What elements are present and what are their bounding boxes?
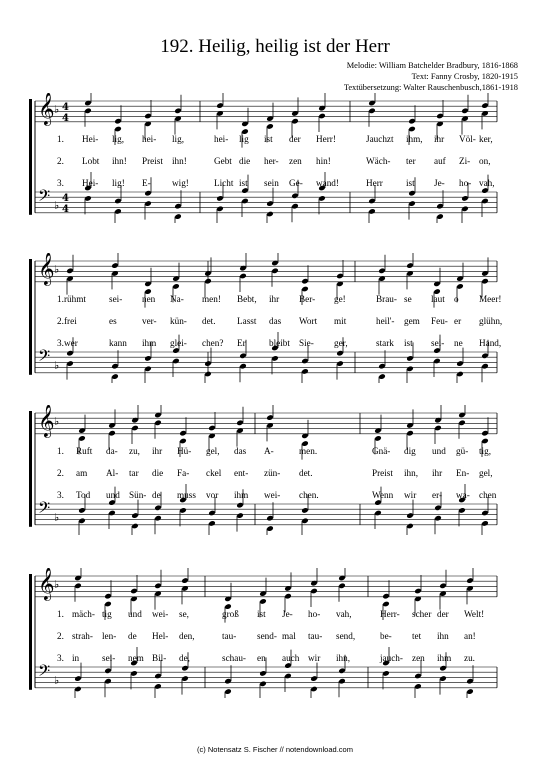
lyric-syllable: und: [432, 446, 446, 456]
lyric-syllable: Wort: [299, 316, 318, 326]
lyric-syllable: wir: [404, 490, 417, 500]
lyric-syllable: mäch-: [72, 609, 95, 619]
lyric-syllable: sei-: [109, 294, 123, 304]
time-signature-bottom: 4: [62, 204, 69, 215]
lyric-syllable: hei-: [142, 134, 157, 144]
lyric-syllable: schau-: [222, 653, 246, 663]
treble-clef-icon: 𝄞: [38, 405, 55, 437]
lyric-syllable: mal: [282, 631, 296, 641]
lyric-syllable: chen?: [202, 338, 224, 348]
lyric-syllable: Zi-: [459, 156, 471, 166]
lyric-syllable: jauch-: [380, 653, 403, 663]
lyric-syllable: auf: [434, 156, 446, 166]
treble-clef-icon: 𝄞: [38, 568, 55, 600]
lyric-syllable: chen.: [299, 490, 319, 500]
lyric-syllable: de,: [179, 653, 190, 663]
lyric-syllable: Gebt: [214, 156, 232, 166]
lyric-syllable: Wäch-: [366, 156, 391, 166]
lyric-syllable: en: [257, 653, 266, 663]
lyric-syllable: lig,: [112, 134, 124, 144]
lyric-syllable: Lobt: [82, 156, 100, 166]
lyric-syllable: Ber-: [299, 294, 316, 304]
lyric-syllable: ihr: [269, 294, 280, 304]
lyric-syllable: Hei-: [82, 134, 99, 144]
lyric-syllable: sei-: [102, 653, 116, 663]
lyric-syllable: men!: [202, 294, 221, 304]
lyric-syllable: Welt!: [464, 609, 485, 619]
bass-clef-icon: 𝄢: [38, 662, 51, 684]
lyric-syllable: ihr: [152, 446, 163, 456]
lyric-syllable: lig!: [112, 178, 125, 188]
lyric-syllable: ihm: [437, 653, 452, 663]
lyric-syllable: ihr: [434, 134, 445, 144]
lyric-syllable: Meer!: [479, 294, 502, 304]
flat-key-signature-icon: ♭: [54, 263, 60, 276]
flat-key-signature-icon: ♭: [54, 511, 60, 524]
lyric-syllable: ihm: [234, 490, 249, 500]
lyric-syllable: Feu-: [431, 316, 448, 326]
bass-clef-icon: 𝄢: [38, 347, 51, 369]
lyric-syllable: ist: [404, 338, 413, 348]
lyric-syllable: tau-: [308, 631, 323, 641]
lyric-syllable: A-: [264, 446, 274, 456]
lyric-syllable: ist: [264, 134, 273, 144]
lyric-syllable: Preist: [142, 156, 163, 166]
lyric-syllable: ihn: [437, 631, 449, 641]
lyric-syllable: ne: [454, 338, 463, 348]
flat-key-signature-icon: ♭: [54, 359, 60, 372]
lyric-syllable: de: [128, 631, 137, 641]
lyric-syllable: Bil-: [152, 653, 167, 663]
verse-number: 3.: [57, 653, 64, 663]
lyric-syllable: tau-: [222, 631, 237, 641]
lyric-syllable: in: [72, 653, 80, 663]
lyric-syllable: frei: [64, 316, 77, 326]
lyric-syllable: hin!: [316, 156, 331, 166]
treble-clef-icon: 𝄞: [38, 93, 55, 125]
lyric-syllable: tar: [129, 468, 139, 478]
lyric-syllable: lig: [239, 134, 249, 144]
lyric-syllable: gel,: [479, 468, 493, 478]
lyric-syllable: wei-: [264, 490, 281, 500]
lyric-syllable: lig,: [172, 134, 184, 144]
lyric-syllable: zen: [412, 653, 425, 663]
lyric-syllable: ihm,: [406, 134, 423, 144]
treble-clef-icon: 𝄞: [38, 253, 55, 285]
lyric-syllable: er: [454, 316, 462, 326]
lyric-syllable: das: [269, 316, 282, 326]
lyric-syllable: und: [106, 490, 120, 500]
lyric-syllable: groß: [222, 609, 239, 619]
lyric-syllable: muss: [177, 490, 196, 500]
lyric-syllable: mit: [334, 316, 347, 326]
lyric-syllable: Herr: [366, 178, 383, 188]
lyric-syllable: kann: [109, 338, 127, 348]
lyric-syllable: strah-: [72, 631, 93, 641]
verse-number: 2.: [57, 631, 64, 641]
credit-text: Text: Fanny Crosby, 1820-1915: [411, 71, 518, 81]
lyric-syllable: Preist: [372, 468, 393, 478]
page-title: 192. Heilig, heilig ist der Herr: [160, 36, 390, 57]
lyric-syllable: Hü-: [177, 446, 192, 456]
system-bracket: [29, 259, 32, 375]
lyric-syllable: det.: [202, 316, 216, 326]
lyric-syllable: E-: [142, 178, 151, 188]
lyric-syllable: hei-: [214, 134, 229, 144]
lyric-syllable: Na-: [170, 294, 184, 304]
lyric-syllable: ist: [239, 178, 248, 188]
lyric-syllable: es: [109, 316, 117, 326]
lyric-syllable: wig!: [172, 178, 189, 188]
lyric-syllable: ist: [406, 178, 415, 188]
time-signature-bottom: 4: [62, 113, 69, 124]
lyric-syllable: und: [128, 609, 142, 619]
lyric-syllable: Ruft: [76, 446, 93, 456]
lyric-syllable: wand!: [316, 178, 339, 188]
verse-number: 1.: [57, 294, 64, 304]
lyric-syllable: Lasst: [237, 316, 257, 326]
lyric-syllable: ent-: [234, 468, 249, 478]
lyric-syllable: laut: [431, 294, 445, 304]
lyric-syllable: vor: [206, 490, 219, 500]
lyric-syllable: stark: [376, 338, 394, 348]
lyric-syllable: o: [454, 294, 459, 304]
lyric-syllable: Herr-: [380, 609, 400, 619]
lyric-syllable: Fa-: [177, 468, 190, 478]
lyric-syllable: ihn!: [112, 156, 127, 166]
time-signature-top: 4: [62, 193, 69, 204]
lyric-syllable: ger,: [334, 338, 348, 348]
lyric-syllable: ihn,: [404, 468, 419, 478]
lyric-syllable: Al-: [106, 468, 119, 478]
lyric-syllable: ihn,: [336, 653, 351, 663]
lyric-syllable: ihn!: [172, 156, 187, 166]
lyric-syllable: er-: [432, 490, 443, 500]
lyric-syllable: Sün-: [129, 490, 147, 500]
lyric-syllable: zu.: [464, 653, 475, 663]
lyric-syllable: ho-: [308, 609, 321, 619]
lyric-syllable: nen: [142, 294, 156, 304]
lyric-syllable: rühmt: [64, 294, 86, 304]
lyric-syllable: vah,: [336, 609, 352, 619]
system-bracket: [29, 99, 32, 215]
lyric-syllable: En-: [456, 468, 470, 478]
lyric-syllable: ckel: [206, 468, 222, 478]
lyric-syllable: len-: [102, 631, 117, 641]
lyric-syllable: se: [404, 294, 412, 304]
flat-key-signature-icon: ♭: [54, 103, 60, 116]
lyric-syllable: zu,: [129, 446, 140, 456]
lyric-syllable: heil'-: [376, 316, 395, 326]
system-bracket: [29, 411, 32, 527]
lyric-syllable: Hei-: [82, 178, 99, 188]
lyric-syllable: gem: [404, 316, 420, 326]
lyric-syllable: men.: [299, 446, 318, 456]
music-system: [0, 93, 550, 223]
lyric-syllable: wer: [64, 338, 78, 348]
verse-number: 3.: [57, 490, 64, 500]
lyric-syllable: Hel-: [152, 631, 169, 641]
time-signature-top: 4: [62, 102, 69, 113]
flat-key-signature-icon: ♭: [54, 199, 60, 212]
lyric-syllable: scher: [412, 609, 432, 619]
lyric-syllable: de: [152, 490, 161, 500]
lyric-syllable: Herr!: [316, 134, 336, 144]
music-system: [0, 253, 550, 383]
lyric-syllable: kün-: [170, 316, 187, 326]
lyric-syllable: am: [76, 468, 88, 478]
lyric-syllable: der: [289, 134, 301, 144]
lyric-syllable: ker,: [479, 134, 493, 144]
verse-number: 1.: [57, 446, 64, 456]
lyric-syllable: wa-: [456, 490, 470, 500]
lyric-syllable: ter: [406, 156, 416, 166]
credits: [344, 61, 518, 93]
lyric-syllable: wir: [308, 653, 321, 663]
lyric-syllable: Bebt,: [237, 294, 257, 304]
lyric-syllable: Ge-: [289, 178, 303, 188]
lyric-syllable: Brau-: [376, 294, 397, 304]
lyric-syllable: sein: [264, 178, 279, 188]
lyric-syllable: send,: [336, 631, 356, 641]
lyric-syllable: ihr: [432, 468, 443, 478]
lyric-syllable: Jauchzt: [366, 134, 394, 144]
lyric-syllable: send-: [257, 631, 277, 641]
lyric-syllable: nem: [128, 653, 144, 663]
verse-number: 3.: [57, 178, 64, 188]
lyric-syllable: sei-: [431, 338, 445, 348]
flat-key-signature-icon: ♭: [54, 415, 60, 428]
lyric-syllable: Hand,: [479, 338, 502, 348]
lyric-syllable: se,: [179, 609, 189, 619]
verse-number: 3.: [57, 338, 64, 348]
lyric-syllable: tig,: [479, 446, 491, 456]
lyric-syllable: ho-: [459, 178, 472, 188]
lyric-syllable: Sie-: [299, 338, 314, 348]
lyric-syllable: die: [152, 468, 164, 478]
lyric-syllable: Tod: [76, 490, 91, 500]
lyric-syllable: der: [437, 609, 449, 619]
lyric-syllable: dig: [404, 446, 416, 456]
lyric-syllable: her-: [264, 156, 279, 166]
lyric-syllable: on,: [479, 156, 491, 166]
lyric-syllable: zen: [289, 156, 302, 166]
lyric-syllable: ihm: [142, 338, 157, 348]
lyric-syllable: be-: [380, 631, 392, 641]
lyric-syllable: wei-: [152, 609, 169, 619]
lyric-syllable: den,: [179, 631, 195, 641]
credit-melody: Melodie: William Batchelder Bradbury, 1816-1868: [346, 61, 518, 70]
verse-number: 1.: [57, 609, 64, 619]
lyric-syllable: an!: [464, 631, 476, 641]
lyric-syllable: Gnä-: [372, 446, 391, 456]
lyric-syllable: chen: [479, 490, 497, 500]
lyric-syllable: Völ-: [459, 134, 476, 144]
lyric-syllable: gel,: [206, 446, 220, 456]
lyric-syllable: ge!: [334, 294, 346, 304]
lyric-syllable: ver-: [142, 316, 157, 326]
music-system: [0, 405, 550, 535]
lyric-syllable: tet: [412, 631, 422, 641]
lyric-syllable: gü-: [456, 446, 469, 456]
lyric-syllable: det.: [299, 468, 313, 478]
lyric-syllable: Je-: [434, 178, 445, 188]
verse-number: 2.: [57, 156, 64, 166]
flat-key-signature-icon: ♭: [54, 578, 60, 591]
lyric-syllable: ist: [257, 609, 266, 619]
footer-copyright: (c) Notensatz S. Fischer // notendownload.com: [197, 745, 353, 754]
flat-key-signature-icon: ♭: [54, 674, 60, 687]
lyric-syllable: Je-: [282, 609, 293, 619]
verse-number: 1.: [57, 134, 64, 144]
lyric-syllable: tig: [102, 609, 112, 619]
lyric-syllable: glühn,: [479, 316, 503, 326]
credit-translation: Textübersetzung: Walter Rauschenbusch,1861-1918: [343, 82, 518, 92]
system-bracket: [29, 574, 32, 690]
music-system: [0, 568, 550, 698]
lyric-syllable: zün-: [264, 468, 281, 478]
bass-clef-icon: 𝄢: [38, 187, 51, 209]
verse-number: 2.: [57, 468, 64, 478]
lyric-syllable: Licht: [214, 178, 234, 188]
lyric-syllable: Wenn: [372, 490, 394, 500]
lyric-syllable: da-: [106, 446, 118, 456]
lyric-syllable: das: [234, 446, 247, 456]
lyric-syllable: auch: [282, 653, 300, 663]
verse-number: 2.: [57, 316, 64, 326]
lyric-syllable: bleibt: [269, 338, 290, 348]
lyric-syllable: vah,: [479, 178, 495, 188]
lyric-syllable: glei-: [170, 338, 187, 348]
bass-clef-icon: 𝄢: [38, 499, 51, 521]
lyric-syllable: die: [239, 156, 251, 166]
lyric-syllable: Er: [237, 338, 246, 348]
